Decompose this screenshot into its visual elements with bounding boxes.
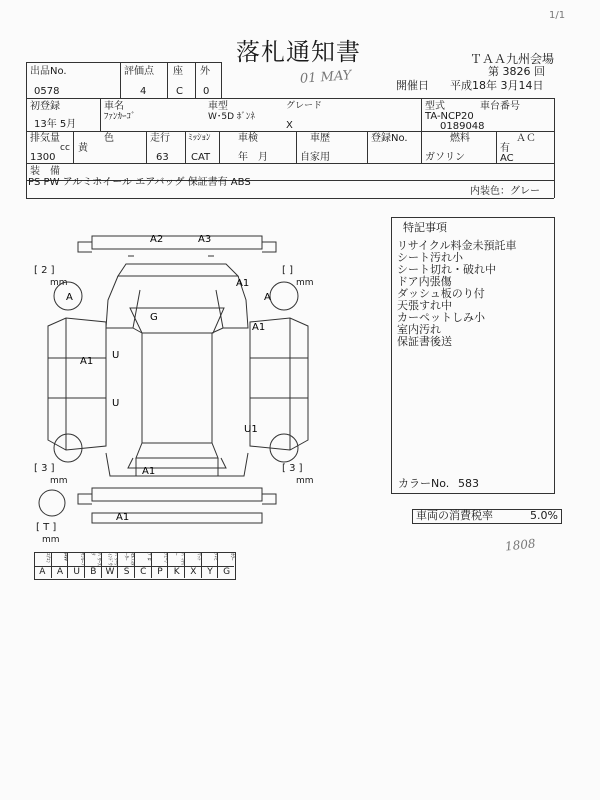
tire-unit-mm: mm: [42, 535, 60, 545]
interior-color: 内装色：グレー: [470, 186, 540, 197]
damage-mark: A2: [150, 234, 164, 245]
first-reg-label: 初登録: [30, 101, 60, 112]
page-counter: 1/1: [549, 10, 566, 21]
damage-mark: U1: [244, 424, 258, 435]
tire-rear-right-value: 3: [289, 463, 296, 474]
tire-rear-left-value: 3: [41, 463, 48, 474]
note-line: ダッシュ板のり付: [397, 287, 485, 300]
damage-mark: A1: [80, 356, 94, 367]
equipment-code-value: C: [134, 567, 152, 578]
spare-tire-value: T: [43, 522, 50, 533]
exterior-score-value: 0: [203, 86, 210, 97]
damage-mark: A1: [236, 278, 250, 289]
equipment-code-header: AW: [51, 553, 69, 566]
equipment-code-value: W: [101, 567, 119, 578]
damage-mark: U: [112, 398, 120, 409]
equipment-code-header: ｴｱｺﾝ: [44, 553, 51, 564]
color-value: 黄: [78, 143, 88, 154]
equipment-code-header: ﾌﾟﾛ: [134, 553, 152, 566]
exterior-score-label: 外: [200, 66, 210, 77]
open-date-value: 平成18年 3月14日: [450, 79, 544, 92]
equipment-code-header: ﾏｯﾄ: [184, 553, 202, 566]
equipment-code-header: ﾃﾚﾋﾞ: [201, 553, 219, 566]
equipment-code-header: ﾊﾟﾜｰｳｨﾝﾄﾞｳ: [101, 553, 119, 566]
tire-unit-mm: mm: [296, 476, 314, 486]
displacement-unit: cc: [60, 143, 70, 153]
damage-mark: A: [66, 292, 73, 303]
notes-list: [397, 240, 516, 348]
interior-score-label: 座: [173, 66, 183, 77]
lot-no-value: 0578: [34, 86, 60, 97]
history-value: 自家用: [300, 152, 330, 163]
fuel-value: ガソリン: [425, 152, 465, 163]
equipment-code-value: S: [117, 567, 135, 578]
handwritten-number: 1808: [504, 536, 537, 554]
page-title: 落札通知書: [236, 38, 361, 66]
damage-mark: A1: [116, 512, 130, 523]
equipment-code-value: B: [84, 567, 102, 578]
score-value: 4: [140, 86, 147, 97]
type-value: TA-NCP20: [425, 111, 474, 122]
inspection-value: 年 月: [238, 152, 268, 163]
note-line: カーペットしみ小: [397, 311, 485, 324]
damage-mark: U: [112, 350, 120, 361]
lot-no-label: 出品No.: [30, 66, 67, 77]
equipment-code-header: ﾁｪｰﾝ: [151, 553, 169, 566]
equipment-code-value: A: [51, 567, 69, 578]
session-line: 第 3826 回: [488, 65, 545, 78]
tax-value: 5.0%: [530, 509, 558, 522]
reg-no-label: 登録No.: [371, 133, 408, 144]
equipment-code-header: ｾﾙﾌｽﾀｰﾀｰ: [117, 553, 135, 566]
tire-unit-mm: mm: [50, 278, 68, 288]
model-label: 車型: [208, 101, 228, 112]
equipment-code-value: K: [167, 567, 185, 578]
color-no-value: 583: [458, 477, 479, 490]
chassis-value: 0189048: [440, 121, 485, 132]
note-line: シート汚れ小: [397, 251, 463, 264]
auction-house: ＴＡＡ九州会場: [470, 52, 555, 66]
model-value: W･5D ﾎﾞﾝﾈ: [208, 112, 255, 122]
fuel-label: 燃料: [450, 133, 470, 144]
tax-label: 車両の消費税率: [416, 509, 493, 522]
tire-unit-mm: mm: [50, 476, 68, 486]
equipment-code-header: ﾊﾟﾜｰｽﾃ: [84, 553, 102, 566]
ac-value-1: 有: [500, 143, 510, 154]
color-label: 色: [104, 133, 114, 144]
equipment-code-value: G: [217, 567, 235, 578]
open-date-label: 開催日: [396, 79, 429, 92]
note-line: リサイクル料金未預託車: [397, 239, 517, 252]
color-no-label: カラーNo.: [398, 477, 450, 490]
equipment-code-value: A: [39, 567, 46, 577]
note-line: ドア内張傷: [397, 275, 452, 288]
equipment-code-value: X: [184, 567, 202, 578]
mileage-label: 走行: [150, 133, 170, 144]
equipment-code-value: P: [151, 567, 169, 578]
note-line: 保証書後送: [397, 335, 452, 348]
interior-score-value: C: [176, 86, 183, 97]
damage-mark: A1: [142, 466, 156, 477]
chassis-label: 車台番号: [480, 101, 520, 112]
handwritten-stamp: 01 MAY: [299, 68, 352, 87]
displacement-value: 1300: [30, 152, 56, 163]
damage-mark: G: [150, 312, 158, 323]
equipment-code-value: Y: [201, 567, 219, 578]
damage-mark: A1: [252, 322, 266, 333]
damage-mark: A: [264, 292, 271, 303]
mileage-value: 63: [156, 152, 169, 163]
tire-front-right-mm: mm: [296, 278, 314, 288]
car-name-label: 車名: [104, 101, 124, 112]
grade-label: グレード: [286, 101, 323, 111]
note-line: シート切れ・破れ中: [397, 263, 496, 276]
note-line: 天張すれ中: [397, 299, 452, 312]
ac-label: ＡＣ: [516, 133, 536, 144]
first-reg-value: 13年 5月: [34, 119, 77, 130]
ac-value-2: AC: [500, 153, 514, 164]
equipment-code-header: ｻﾝﾙｰﾌ: [67, 553, 85, 566]
grade-value: X: [286, 120, 293, 131]
equipment-value: PS PW アルミホイール エアバッグ 保証書有 ABS: [28, 177, 251, 188]
car-name-value: ﾌｧﾝｶｰｺﾞ: [104, 112, 136, 122]
equipment-code-value: U: [67, 567, 85, 578]
type-label: 型式: [425, 101, 445, 112]
equipment-code-header: ｶﾗｰ: [217, 553, 235, 566]
mission-value: CAT: [191, 152, 211, 163]
mission-label: ﾐｯｼｮﾝ: [188, 133, 211, 143]
equipment-label: 装 備: [30, 166, 60, 177]
note-line: 室内汚れ: [397, 323, 441, 336]
notes-title: 特記事項: [403, 221, 447, 234]
damage-mark: A3: [198, 234, 212, 245]
history-label: 車歴: [310, 133, 330, 144]
displacement-label: 排気量: [30, 133, 60, 144]
inspection-label: 車検: [238, 133, 258, 144]
equipment-code-header: ﾊﾞｯﾃﾘｰ: [167, 553, 185, 566]
tire-front-left-value: 2: [41, 265, 48, 276]
score-label: 評価点: [124, 66, 154, 77]
